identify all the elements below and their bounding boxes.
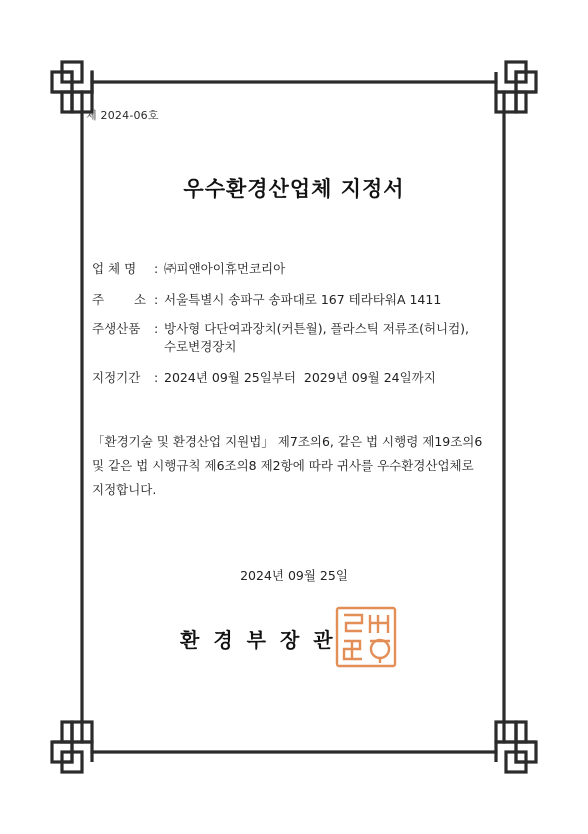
period-colon: : <box>154 370 159 385</box>
period-value: 2024년 09월 25일부터 2029년 09월 24일까지 <box>164 370 436 385</box>
corner-knot-top-left <box>52 62 92 112</box>
company-label: 업 체 명 <box>92 261 137 276</box>
product-value-line1: 방사형 다단여과장치(커튼월), 플라스틱 저류조(허니컴), <box>164 321 470 336</box>
address-label: 주 소 <box>92 292 151 307</box>
certificate-title: 우수환경산업체 지정서 <box>183 177 405 201</box>
body-line-2: 및 같은 법 시행규칙 제6조의8 제2항에 따라 귀사를 우수환경산업체로 <box>92 458 474 473</box>
product-field <box>92 319 469 337</box>
period-field <box>92 368 436 386</box>
address-field <box>92 290 441 308</box>
issuer-name: 환경부장관 <box>180 628 347 652</box>
corner-knot-bottom-left <box>52 722 92 772</box>
body-line-1: 「환경기술 및 환경산업 지원법」 제7조의6, 같은 법 시행령 제19조의6 <box>92 434 483 449</box>
product-colon: : <box>154 321 159 336</box>
issue-date: 2024년 09월 25일 <box>240 568 348 583</box>
company-colon: : <box>154 261 159 276</box>
corner-knot-top-right <box>496 62 536 112</box>
certificate-number: 제 2024-06호 <box>86 109 159 122</box>
company-field <box>92 259 285 277</box>
address-value: 서울특별시 송파구 송파대로 167 테라타워A 1411 <box>164 292 442 307</box>
corner-knot-bottom-right <box>496 722 536 772</box>
product-value-line2: 수로변경장치 <box>164 339 237 354</box>
product-label: 주생산품 <box>92 321 141 336</box>
seal-stamp <box>334 605 398 669</box>
company-value: ㈜피앤아이휴먼코리아 <box>164 261 286 276</box>
address-colon: : <box>154 292 159 307</box>
period-label: 지정기간 <box>92 370 141 385</box>
body-line-3: 지정합니다. <box>92 482 157 497</box>
